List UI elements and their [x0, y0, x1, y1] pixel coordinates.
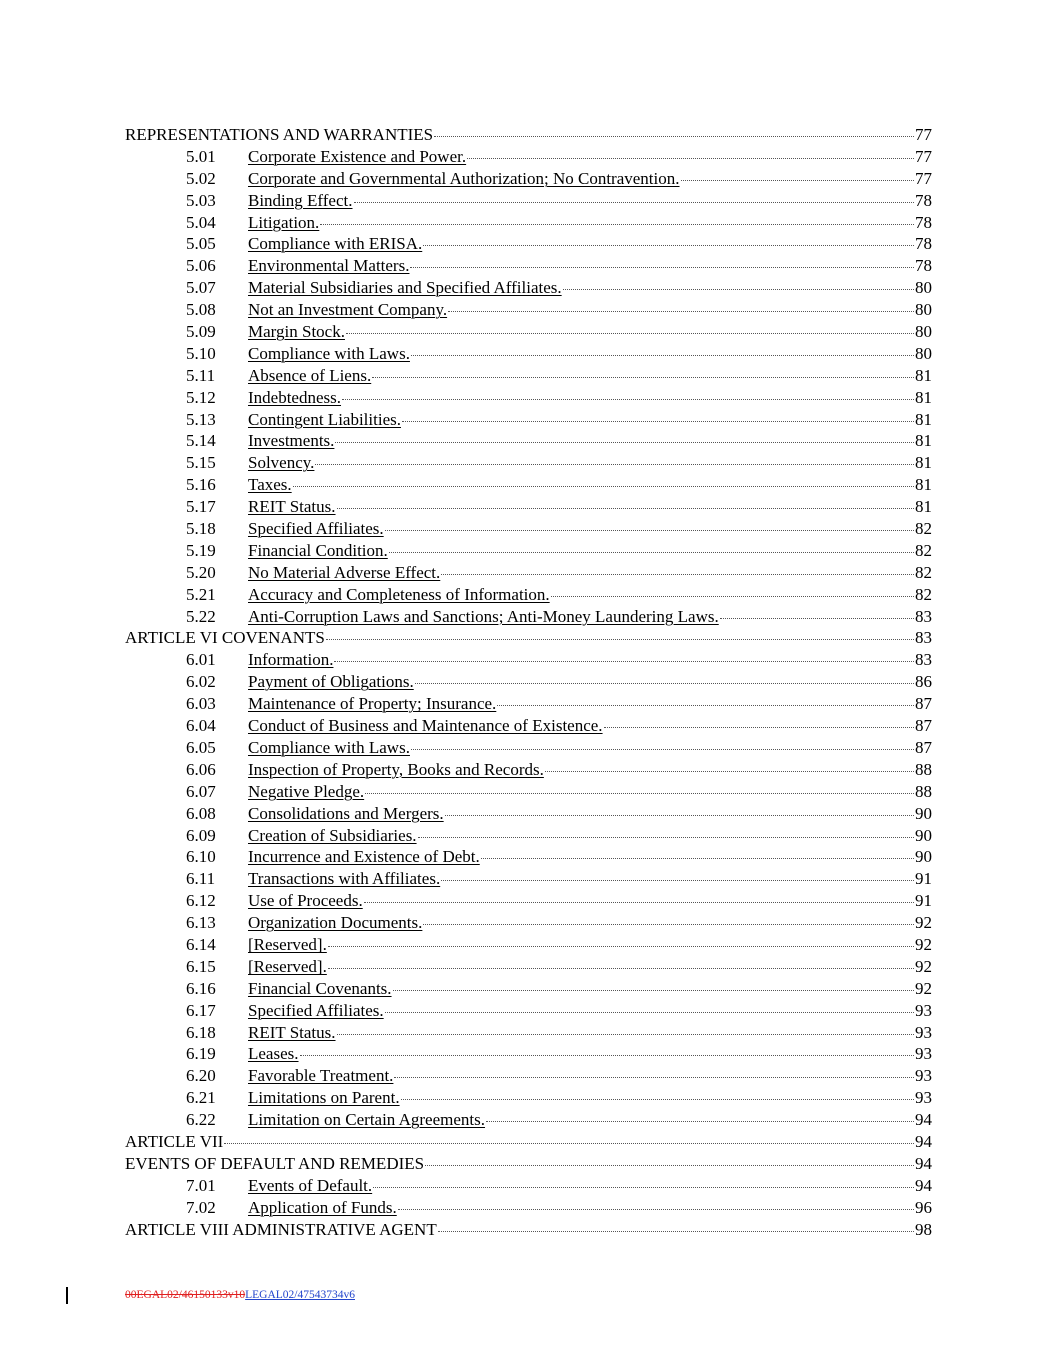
- page-number: 88: [915, 759, 932, 779]
- section-title-link[interactable]: Favorable Treatment.: [248, 1066, 394, 1086]
- toc-section-row[interactable]: [125, 452, 932, 474]
- page-number: 90: [915, 825, 932, 845]
- page-number: 82: [915, 519, 932, 539]
- page-number: 77: [915, 168, 932, 188]
- section-title-link[interactable]: Corporate Existence and Power.: [248, 146, 467, 166]
- dot-leader: [434, 136, 914, 137]
- toc-section-row[interactable]: [125, 299, 932, 321]
- page-number: 88: [915, 781, 932, 801]
- toc-section-row[interactable]: [125, 956, 932, 978]
- toc-section-row[interactable]: [125, 1065, 932, 1087]
- toc-heading-row: [125, 627, 932, 649]
- section-number: 5.01: [186, 146, 216, 166]
- section-number: 5.07: [186, 278, 216, 298]
- toc-section-row[interactable]: [125, 846, 932, 868]
- heading-title: ARTICLE VI COVENANTS: [125, 628, 325, 648]
- section-title-link[interactable]: Indebtedness.: [248, 387, 342, 407]
- heading-title: REPRESENTATIONS AND WARRANTIES: [125, 125, 434, 144]
- page-number: 77: [915, 125, 932, 144]
- page-number: 87: [915, 716, 932, 736]
- dot-leader: [425, 1165, 914, 1166]
- section-title-link[interactable]: Absence of Liens.: [248, 365, 372, 385]
- section-number: 5.18: [186, 519, 216, 539]
- section-title-link[interactable]: Consolidations and Mergers.: [248, 803, 444, 823]
- page-number: 92: [915, 978, 932, 998]
- toc-section-row[interactable]: [125, 781, 932, 803]
- toc-section-row[interactable]: [125, 365, 932, 387]
- dot-leader: [551, 596, 914, 597]
- page-number: 86: [915, 672, 932, 692]
- dot-leader: [410, 267, 914, 268]
- page-number: 83: [915, 606, 932, 626]
- section-number: 6.21: [186, 1088, 216, 1108]
- section-title-link[interactable]: Accuracy and Completeness of Information.: [248, 584, 550, 604]
- toc-section-row[interactable]: [125, 934, 932, 956]
- dot-leader: [604, 727, 914, 728]
- table-of-contents: [125, 124, 932, 1240]
- dot-leader: [320, 224, 914, 225]
- section-number: 5.17: [186, 497, 216, 517]
- section-title-link[interactable]: Negative Pledge.: [248, 781, 365, 801]
- section-title-link[interactable]: Compliance with Laws.: [248, 343, 410, 363]
- toc-section-row[interactable]: [125, 606, 932, 628]
- toc-section-row[interactable]: [125, 277, 932, 299]
- toc-heading-row: [125, 1153, 932, 1175]
- section-number: 6.04: [186, 716, 216, 736]
- section-title-link[interactable]: Specified Affiliates.: [248, 1000, 384, 1020]
- section-title-link[interactable]: Conduct of Business and Maintenance of Existence.: [248, 716, 603, 736]
- section-title-link[interactable]: Transactions with Affiliates.: [248, 869, 441, 889]
- section-number: 6.06: [186, 759, 216, 779]
- dot-leader: [497, 705, 914, 706]
- toc-section-row[interactable]: [125, 212, 932, 234]
- page-number: 93: [915, 1000, 932, 1020]
- section-number: 5.06: [186, 256, 216, 276]
- section-number: 6.17: [186, 1000, 216, 1020]
- section-title-link[interactable]: REIT Status.: [248, 497, 336, 517]
- section-title-link[interactable]: Material Subsidiaries and Specified Affiliates.: [248, 278, 562, 298]
- toc-section-row[interactable]: [125, 868, 932, 890]
- page-number: 82: [915, 540, 932, 560]
- section-title-link[interactable]: Inspection of Property, Books and Records.: [248, 759, 544, 779]
- page-footer: [0, 1286, 1055, 1310]
- section-number: 5.20: [186, 562, 216, 582]
- section-title-link[interactable]: Contingent Liabilities.: [248, 409, 401, 429]
- heading-title: ARTICLE VII: [125, 1131, 224, 1151]
- page-number: 93: [915, 1044, 932, 1064]
- section-number: 6.22: [186, 1110, 216, 1130]
- toc-section-row[interactable]: [125, 1000, 932, 1022]
- toc-section-row[interactable]: [125, 540, 932, 562]
- section-title-link[interactable]: Anti-Corruption Laws and Sanctions; Anti-Money Laundering Laws.: [248, 606, 719, 626]
- dot-leader: [481, 858, 914, 859]
- section-title-link[interactable]: Investments.: [248, 431, 335, 451]
- toc-section-row[interactable]: [125, 343, 932, 365]
- dot-leader: [445, 815, 914, 816]
- section-number: 6.14: [186, 934, 216, 954]
- toc-heading-row: [125, 124, 932, 146]
- dot-leader: [441, 574, 914, 575]
- section-number: 6.18: [186, 1022, 216, 1042]
- toc-section-row[interactable]: [125, 890, 932, 912]
- page-number: 93: [915, 1066, 932, 1086]
- toc-section-row[interactable]: [125, 474, 932, 496]
- section-number: 5.05: [186, 234, 216, 254]
- section-number: 6.10: [186, 847, 216, 867]
- page-number: 80: [915, 343, 932, 363]
- page-number: 92: [915, 913, 932, 933]
- dot-leader: [364, 902, 914, 903]
- dot-leader: [545, 771, 914, 772]
- dot-leader: [441, 880, 914, 881]
- page-number: 82: [915, 584, 932, 604]
- dot-leader: [394, 1077, 914, 1078]
- dot-leader: [372, 377, 914, 378]
- dot-leader: [337, 508, 914, 509]
- section-title-link[interactable]: Environmental Matters.: [248, 256, 410, 276]
- section-number: 6.01: [186, 650, 216, 670]
- section-number: 6.08: [186, 803, 216, 823]
- page-number: 77: [915, 146, 932, 166]
- section-number: 5.13: [186, 409, 216, 429]
- toc-section-row[interactable]: [125, 255, 932, 277]
- toc-section-row[interactable]: [125, 1197, 932, 1219]
- dot-leader: [293, 486, 914, 487]
- toc-section-row[interactable]: [125, 759, 932, 781]
- section-title-link[interactable]: Not an Investment Company.: [248, 300, 448, 320]
- toc-section-row[interactable]: [125, 1043, 932, 1065]
- toc-section-row[interactable]: [125, 190, 932, 212]
- dot-leader: [423, 245, 914, 246]
- page-number: 80: [915, 300, 932, 320]
- dot-leader: [467, 158, 914, 159]
- dot-leader: [401, 1099, 914, 1100]
- section-number: 6.16: [186, 978, 216, 998]
- page-number: 93: [915, 1088, 932, 1108]
- section-number: 6.05: [186, 737, 216, 757]
- section-title-link[interactable]: REIT Status.: [248, 1022, 336, 1042]
- page-number: 81: [915, 475, 932, 495]
- section-title-link[interactable]: Corporate and Governmental Authorization; No Contravention.: [248, 168, 680, 188]
- toc-section-row[interactable]: [125, 912, 932, 934]
- page-number: 94: [915, 1131, 932, 1151]
- inserted-document-id: LEGAL02/47543734v6: [245, 1289, 355, 1301]
- dot-leader: [423, 924, 914, 925]
- revision-change-bar: [66, 1287, 68, 1304]
- page-number: 87: [915, 737, 932, 757]
- toc-section-row[interactable]: [125, 825, 932, 847]
- page-number: 90: [915, 847, 932, 867]
- dot-leader: [438, 1231, 914, 1232]
- dot-leader: [224, 1143, 914, 1144]
- section-number: 5.10: [186, 343, 216, 363]
- section-number: 6.07: [186, 781, 216, 801]
- section-number: 7.02: [186, 1197, 216, 1217]
- section-title-link[interactable]: [Reserved].: [248, 956, 327, 976]
- page-number: 81: [915, 497, 932, 517]
- page-number: 81: [915, 431, 932, 451]
- section-title-link[interactable]: Application of Funds.: [248, 1197, 397, 1217]
- toc-section-row[interactable]: [125, 715, 932, 737]
- section-number: 5.04: [186, 212, 216, 232]
- section-title-link[interactable]: Specified Affiliates.: [248, 519, 384, 539]
- page-number: 78: [915, 190, 932, 210]
- section-number: 5.22: [186, 606, 216, 626]
- section-title-link[interactable]: No Material Adverse Effect.: [248, 562, 441, 582]
- section-title-link[interactable]: Information.: [248, 650, 334, 670]
- dot-leader: [415, 683, 914, 684]
- page-number: 81: [915, 365, 932, 385]
- dot-leader: [334, 661, 914, 662]
- dot-leader: [389, 552, 914, 553]
- dot-leader: [326, 639, 914, 640]
- dot-leader: [328, 968, 914, 969]
- page-number: 91: [915, 891, 932, 911]
- section-number: 5.03: [186, 190, 216, 210]
- toc-section-row[interactable]: [125, 518, 932, 540]
- toc-section-row[interactable]: [125, 409, 932, 431]
- section-title-link[interactable]: Events of Default.: [248, 1175, 373, 1195]
- section-number: 5.15: [186, 453, 216, 473]
- page-number: 92: [915, 934, 932, 954]
- dot-leader: [385, 1012, 914, 1013]
- section-number: 5.16: [186, 475, 216, 495]
- page-number: 94: [915, 1110, 932, 1130]
- page-number: 83: [915, 628, 932, 648]
- dot-leader: [402, 421, 914, 422]
- dot-leader: [486, 1121, 914, 1122]
- toc-section-row[interactable]: [125, 803, 932, 825]
- section-number: 5.12: [186, 387, 216, 407]
- toc-section-row[interactable]: [125, 584, 932, 606]
- toc-section-row[interactable]: [125, 496, 932, 518]
- section-number: 6.02: [186, 672, 216, 692]
- page-number: 80: [915, 278, 932, 298]
- section-number: 5.11: [186, 365, 216, 385]
- heading-title: ARTICLE VIII ADMINISTRATIVE AGENT: [125, 1219, 437, 1239]
- toc-section-row[interactable]: [125, 1087, 932, 1109]
- toc-section-row[interactable]: [125, 321, 932, 343]
- dot-leader: [365, 793, 914, 794]
- page-number: 82: [915, 562, 932, 582]
- section-title-link[interactable]: Taxes.: [248, 475, 292, 495]
- toc-section-row[interactable]: [125, 978, 932, 1000]
- section-title-link[interactable]: Organization Documents.: [248, 913, 423, 933]
- section-number: 5.19: [186, 540, 216, 560]
- toc-section-row[interactable]: [125, 168, 932, 190]
- toc-section-row[interactable]: [125, 387, 932, 409]
- dot-leader: [563, 289, 914, 290]
- section-title-link[interactable]: [Reserved].: [248, 934, 327, 954]
- page-number: 78: [915, 256, 932, 276]
- section-title-link[interactable]: Leases.: [248, 1044, 299, 1064]
- section-title-link[interactable]: Compliance with Laws.: [248, 737, 410, 757]
- section-title-link[interactable]: Limitations on Parent.: [248, 1088, 400, 1108]
- section-number: 6.09: [186, 825, 216, 845]
- dot-leader: [328, 946, 914, 947]
- dot-leader: [385, 530, 914, 531]
- section-number: 6.20: [186, 1066, 216, 1086]
- section-number: 5.14: [186, 431, 216, 451]
- deleted-document-id: 00EGAL02/46150133v10: [125, 1289, 246, 1301]
- page-number: 78: [915, 234, 932, 254]
- page-number: 87: [915, 694, 932, 714]
- dot-leader: [346, 333, 914, 334]
- page-number: 81: [915, 387, 932, 407]
- toc-section-row[interactable]: [125, 1175, 932, 1197]
- section-number: 5.21: [186, 584, 216, 604]
- toc-heading-row: [125, 1131, 932, 1153]
- dot-leader: [448, 311, 914, 312]
- dot-leader: [354, 202, 915, 203]
- dot-leader: [681, 180, 914, 181]
- section-number: 6.12: [186, 891, 216, 911]
- section-title-link[interactable]: Creation of Subsidiaries.: [248, 825, 417, 845]
- toc-section-row[interactable]: [125, 562, 932, 584]
- page-number: 78: [915, 212, 932, 232]
- page-number: 93: [915, 1022, 932, 1042]
- section-title-link[interactable]: Use of Proceeds.: [248, 891, 363, 911]
- dot-leader: [393, 990, 914, 991]
- dot-leader: [720, 618, 914, 619]
- page-number: 92: [915, 956, 932, 976]
- dot-leader: [337, 1034, 914, 1035]
- dot-leader: [411, 355, 914, 356]
- page-number: 94: [915, 1175, 932, 1195]
- dot-leader: [335, 442, 914, 443]
- toc-section-row[interactable]: [125, 649, 932, 671]
- toc-section-row[interactable]: [125, 430, 932, 452]
- page-number: 96: [915, 1197, 932, 1217]
- toc-section-row[interactable]: [125, 737, 932, 759]
- section-title-link[interactable]: Incurrence and Existence of Debt.: [248, 847, 480, 867]
- page-number: 98: [915, 1219, 932, 1239]
- toc-section-row[interactable]: [125, 1109, 932, 1131]
- section-title-link[interactable]: Binding Effect.: [248, 190, 353, 210]
- section-number: 6.15: [186, 956, 216, 976]
- section-number: 6.03: [186, 694, 216, 714]
- section-number: 6.11: [186, 869, 216, 889]
- toc-section-row[interactable]: [125, 671, 932, 693]
- page-number: 81: [915, 453, 932, 473]
- section-number: 6.19: [186, 1044, 216, 1064]
- heading-title: EVENTS OF DEFAULT AND REMEDIES: [125, 1153, 425, 1173]
- section-title-link[interactable]: Financial Condition.: [248, 540, 388, 560]
- toc-heading-row: [125, 1219, 932, 1241]
- dot-leader: [300, 1055, 914, 1056]
- page-number: 81: [915, 409, 932, 429]
- section-number: 6.13: [186, 913, 216, 933]
- toc-section-row[interactable]: [125, 693, 932, 715]
- document-id: [125, 1289, 355, 1301]
- section-number: 5.08: [186, 300, 216, 320]
- dot-leader: [418, 837, 914, 838]
- section-title-link[interactable]: Compliance with ERISA.: [248, 234, 423, 254]
- dot-leader: [315, 464, 914, 465]
- section-title-link[interactable]: Limitation on Certain Agreements.: [248, 1110, 486, 1130]
- section-number: 5.02: [186, 168, 216, 188]
- section-number: 5.09: [186, 322, 216, 342]
- dot-leader: [342, 399, 914, 400]
- section-title-link[interactable]: Financial Covenants.: [248, 978, 392, 998]
- toc-section-row[interactable]: [125, 233, 932, 255]
- toc-section-row[interactable]: [125, 1022, 932, 1044]
- dot-leader: [373, 1187, 914, 1188]
- page-number: 90: [915, 803, 932, 823]
- section-title-link[interactable]: Payment of Obligations.: [248, 672, 414, 692]
- page-number: 94: [915, 1153, 932, 1173]
- section-title-link[interactable]: Solvency.: [248, 453, 315, 473]
- page-number: 80: [915, 322, 932, 342]
- page-number: 91: [915, 869, 932, 889]
- section-number: 7.01: [186, 1175, 216, 1195]
- page-number: 83: [915, 650, 932, 670]
- toc-section-row[interactable]: [125, 146, 932, 168]
- section-title-link[interactable]: Margin Stock.: [248, 322, 345, 342]
- dot-leader: [411, 749, 914, 750]
- dot-leader: [398, 1209, 914, 1210]
- section-title-link[interactable]: Litigation.: [248, 212, 320, 232]
- section-title-link[interactable]: Maintenance of Property; Insurance.: [248, 694, 497, 714]
